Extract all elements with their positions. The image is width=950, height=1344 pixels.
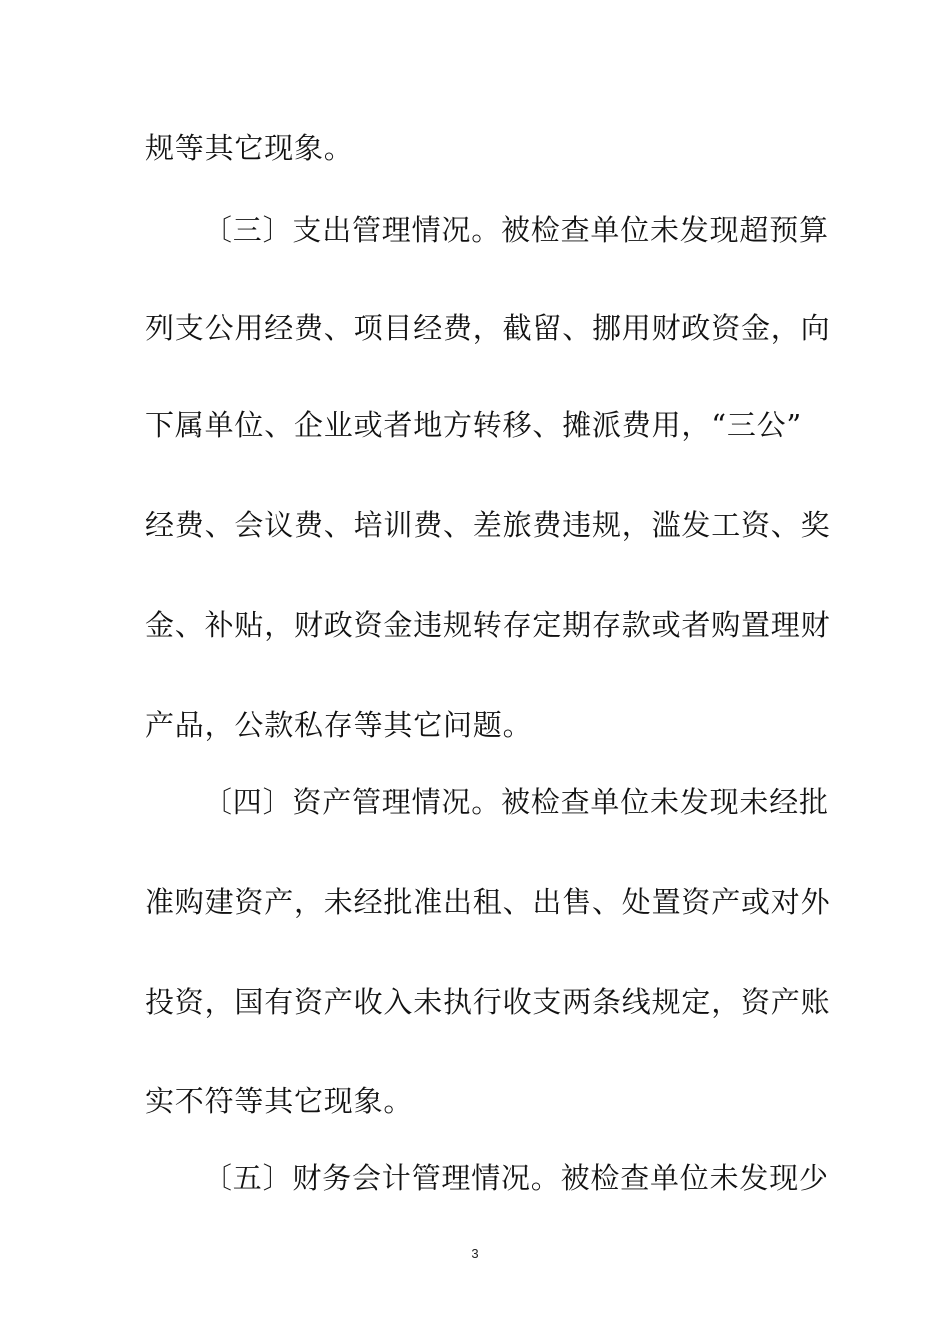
paragraph-line: 〔四〕资产管理情况。被检查单位未发现未经批 bbox=[203, 785, 829, 819]
paragraph-line: 列支公用经费、项目经费，截留、挪用财政资金，向 bbox=[145, 311, 831, 345]
paragraph-line: 投资，国有资产收入未执行收支两条线规定，资产账 bbox=[145, 985, 831, 1019]
paragraph-line: 〔三〕支出管理情况。被检查单位未发现超预算 bbox=[203, 213, 829, 247]
paragraph-line: 准购建资产，未经批准出租、出售、处置资产或对外 bbox=[145, 885, 831, 919]
paragraph-line: 金、补贴，财政资金违规转存定期存款或者购置理财 bbox=[145, 608, 831, 642]
page-number: 3 bbox=[471, 1246, 479, 1261]
paragraph-line: 实不符等其它现象。 bbox=[145, 1084, 414, 1118]
paragraph-line: 规等其它现象。 bbox=[145, 131, 354, 165]
paragraph-line: 〔五〕财务会计管理情况。被检查单位未发现少 bbox=[203, 1161, 829, 1195]
paragraph-line: 下属单位、企业或者地方转移、摊派费用，“三公” bbox=[145, 408, 803, 442]
paragraph-line: 产品，公款私存等其它问题。 bbox=[145, 708, 533, 742]
paragraph-line: 经费、会议费、培训费、差旅费违规，滥发工资、奖 bbox=[145, 508, 831, 542]
